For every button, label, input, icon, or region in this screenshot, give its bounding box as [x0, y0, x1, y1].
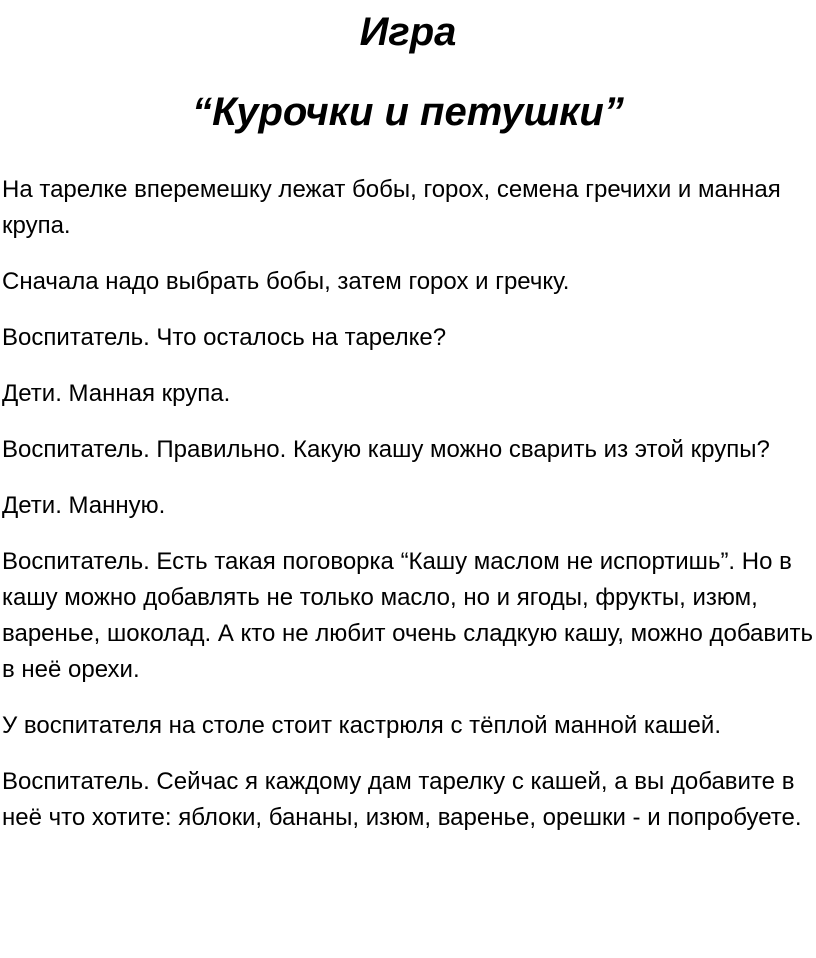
paragraph-pot: У воспитателя на столе стоит кастрюля с тёплой манной кашей.	[2, 712, 721, 739]
paragraph-ingredients: На тарелке вперемешку лежат бобы, горох, семена гречихи и манная крупа.	[2, 176, 781, 239]
paragraph-teacher-saying: Воспитатель. Есть такая поговорка “Кашу маслом не испортишь”. Но в кашу можно добавлять не только масло, но и ягоды, фрукты, изюм, варенье, шоколад. А кто не любит очень сладкую кашу, можно добавить в неё орехи.	[2, 548, 814, 683]
paragraph-children-answer: Дети. Манная крупа.	[2, 380, 231, 407]
document-body	[2, 172, 814, 856]
paragraph-teacher-porridge: Воспитатель. Правильно. Какую кашу можно сварить из этой крупы?	[2, 436, 770, 463]
paragraph-teacher-question: Воспитатель. Что осталось на тарелке?	[2, 324, 447, 351]
paragraph-teacher-plates: Воспитатель. Сейчас я каждому дам тарелку с кашей, а вы добавите в неё что хотите: яблоки, бананы, изюм, варенье, орешки - и попробуете.	[2, 768, 802, 831]
title-line-1: Игра	[359, 10, 457, 54]
paragraph-children-semolina: Дети. Манную.	[2, 492, 166, 519]
title-line-2: “Курочки и петушки”	[192, 90, 624, 134]
paragraph-instruction: Сначала надо выбрать бобы, затем горох и гречку.	[2, 268, 570, 295]
